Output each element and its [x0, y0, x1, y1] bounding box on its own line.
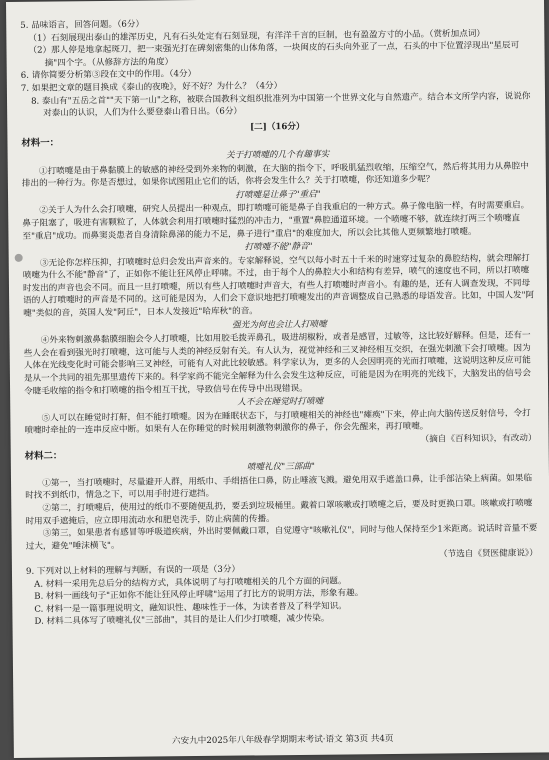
question-5-stem: 5. 品味语言，回答问题。（6分） [20, 19, 145, 31]
question-5-part-1: （1）石刻展现出泰山的雄浑历史，凡有石头处定有石刻显现，有洋洋千言的巨制，也有盈盈方寸的小品。（赏析加点词） [28, 28, 486, 44]
material-2-paragraph-2: ②第二，打喷嚏后，使用过的纸巾不要随便乱扔，要丢到垃圾桶里。戴着口罩咳嗽或打喷嚏之后，要及时更换口罩。咳嗽或打喷嚏时用双手遮掩后，应立即用流动水和肥皂洗手，防止病菌的传播。 [25, 498, 533, 527]
material-1-source: （摘自《百科知识》，有改动） [420, 433, 537, 445]
material-2-source: （节选自《贤医健康说》） [438, 548, 538, 560]
page-content [20, 14, 538, 628]
question-7: 7. 如果把文章的题目换成《泰山的夜晚》，好不好？为什么？（4分） [20, 81, 283, 94]
question-5-part-2: （2）那人停是地拿起斑刀，把一束强光打在碑刻密集的山体角落，一块闽皮的石头向外亚了一点，石头的中下位置浮现出"星辰可摘"四个字。（从修辞方法的角度） [28, 40, 520, 69]
ink-smudge [15, 254, 23, 262]
question-8: 8. 泰山有"五岳之首""天下第一山"之称，被联合国教科文组织批准列为中国第一个世界文化与自然遗产。结合本文所学内容，说说你对泰山的认识，人们为什么要登泰山看日出。（6分） [30, 91, 531, 119]
material-1-subheading-3: 强光为何也会让人打喷嚏 [232, 319, 327, 331]
material-1-subheading-2: 打喷嚏不能"静音" [244, 241, 313, 253]
material-1-paragraph-2: ②关于人为什么会打喷嚏，研究人员提出一种观点，即打喷嚏可能是鼻子自我重启的一种方式。鼻子像电脑一样，有时需要重启。鼻子阻塞了，吸进有害颗粒了，人体就会利用打喷嚏时猛烈的冲击力，"重置"鼻腔通道环境。一个喷嚏不够，就连续打两三个喷嚏直至"重启"成功。而鼻窦炎患者自身清除鼻涕的能力不足，鼻子进行"重启"的难度加大，所以会比其他人更频繁地打喷嚏。 [22, 200, 530, 242]
question-6: 6. 请你简要分析第③段在文中的作用。（4分） [20, 69, 197, 82]
material-1-subheading-4: 人不会在睡觉时打喷嚏 [237, 396, 324, 408]
material-2-label: 材料二： [24, 450, 63, 462]
question-9-option-a: A. 材料一采用先总后分的结构方式，具体说明了与打喷嚏相关的几个方面的问题。 [34, 575, 347, 590]
material-1-paragraph-4: ④外来物刺激鼻黏膜细胞会令人打喷嚏，比如用胶毛拨弄鼻孔，吸进胡椒粉，或者是感冒，过敏等，这比较好解释。但是，还有一些人会在看到强光时打喷嚏，这可能与人类的神经反射有关。有人认为，视觉神经和三叉神经相互交织，在强光刺激下会打喷嚏。因为人体在光线变化时可能会影响三叉神经，可能有人对此比较敏感。科学家认为，更多的人会因明亮的光而打喷嚏，这说明这种反应可能是从一个共同的祖先那里遗传下来的。科学家尚不能完全解释为什么会发生这种反应，可能是因为在明亮的光线下，大脑发出的信号会令睫毛收缩的指令和打喷嚏的指令相互干扰，导致信号在传导中出现错误。 [23, 330, 532, 397]
exam-sheet [6, 0, 549, 758]
material-1-label: 材料一： [21, 137, 60, 150]
question-9-option-c: C. 材料一是一篇事理说明文，融知识性、趣味性于一体，为读者普及了科学知识。 [34, 601, 347, 615]
material-2-title: 喷嚏礼仪"三部曲" [246, 461, 315, 473]
material-1-title: 关于打喷嚏的几个有趣事实 [225, 149, 330, 161]
material-2-paragraph-3: ③第三，如果患者有感冒等呼吸道疾病，外出时要佩戴口罩，自觉遵守"咳嗽礼仪"，同时与他人保持至少1米距离。说话时音量不要过大，避免"唾沫横飞"。 [25, 523, 538, 552]
material-1-paragraph-5: ⑤人可以在睡觉时打鼾，但不能打喷嚏。因为在睡眠状态下，与打喷嚏相关的神经也"瘫痪"下来，停止向大脑传送反射信号，令打喷嚏时牵扯的一连串反应中断。如果有人在你睡觉的时候用刺激物刺激你的鼻子，你会先醒来，再打喷嚏。 [24, 408, 531, 437]
material-1-paragraph-3: ③无论你怎样压抑，打喷嚏时总归会发出声音来的。专家解释说，空气以每小时五十千米的时速穿过复杂的鼻腔结构，就会理解打喷嚏为什么不能"静音"了，正如你不能让狂风停止呼啸。不过，由于每个人的鼻腔大小和结构有差异，喷气的速度也不同，所以打喷嚏时发出的声音也会不同。而且一旦打喷嚏，所以有些人打喷嚏时声音大，有些人打喷嚏时声音小。有趣的是，还有人调查发现，不同母语的人打喷嚏时的声音是不同的。这可能是因为，人们会下意识地把打喷嚏发出的声音调整成自己熟悉的母语发音。比如，中国人发"阿嚏"类似的音，英国人发"阿丘"，日本人发接近"哈库秋"的音。 [22, 253, 535, 319]
page-footer: 六安九中2025年八年级春学期期末考试·语文 第3页 共4页 [171, 733, 394, 747]
section-2-title: [二]（16分） [250, 121, 305, 133]
question-9-option-d: D. 材料二具体写了喷嚏礼仪"三部曲"，其目的是让人们少打喷嚏，减少传染。 [34, 613, 330, 628]
question-9-stem: 9. 下列对以上材料的理解与判断，有误的一项是（3分） [25, 564, 241, 577]
material-1-subheading-1: 打喷嚏是让鼻子"重启" [235, 189, 321, 201]
material-1-paragraph-1: ①打喷嚏是由于鼻黏膜上的敏感的神经受到外来物的刺激，在大脑的指令下，呼吸肌猛烈收缩，压缩空气，然后将其用力从鼻腔中排出的一种行为。你是否想过，如果你试图阻止它们的话，你将会发生什么？关于打喷嚏，你还知道多少呢？ [21, 161, 529, 189]
question-9-option-b: B. 材料一画线句子"正如你不能让狂风停止呼啸"运用了打比方的说明方法，形象有趣。 [34, 588, 364, 602]
material-2-paragraph-1: ①第一，当打喷嚏时，尽量避开人群，用纸巾、手绢捂住口鼻，防止唾液飞溅。避免用双手遮盖口鼻，让手部沾染上病菌。如果临时找不到纸巾，情急之下，可以用手肘进行遮挡。 [25, 473, 533, 502]
